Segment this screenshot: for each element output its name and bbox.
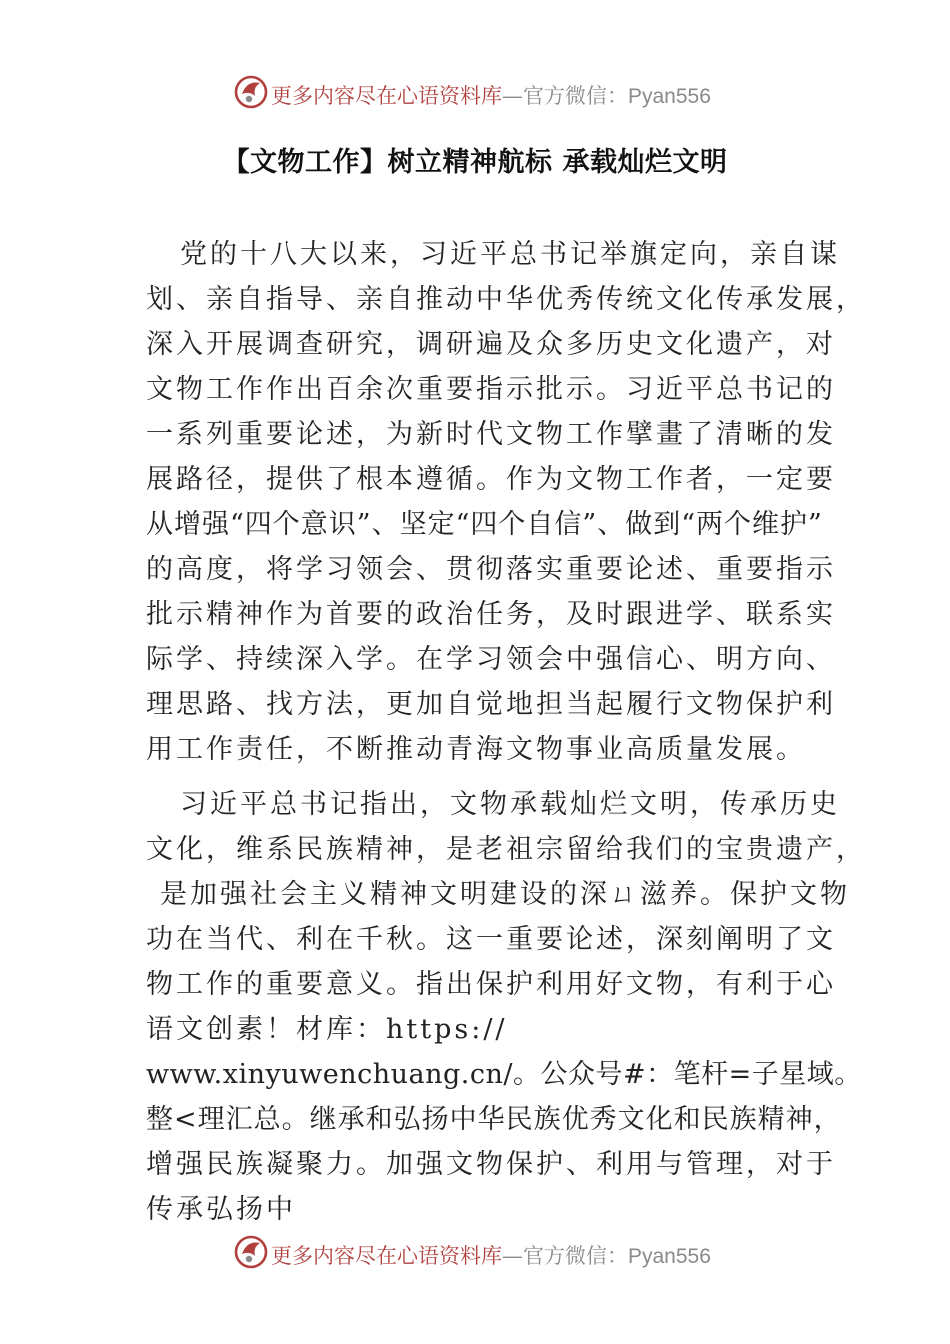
text-line: 是加强社会主义精神文明建设的深ㄩ滋养。保护文物 bbox=[160, 879, 850, 910]
header-brand: 更多内容尽在心语资料库 bbox=[271, 84, 502, 108]
text-line: 划、亲自指导、亲自推动中华优秀传统文化传承发展， bbox=[146, 284, 866, 315]
text-line: 文化，维系民族精神，是老祖宗留给我们的宝贵遗产， bbox=[146, 834, 866, 865]
text-line: www.xinyuwenchuang.cn/。公众号#：笔杆=子星域。 bbox=[146, 1059, 862, 1090]
footer-text bbox=[271, 1240, 711, 1270]
footer-banner bbox=[0, 1232, 950, 1276]
header-banner bbox=[0, 72, 950, 116]
brand-logo-icon bbox=[233, 1234, 269, 1270]
text-line: 党的十八大以来，习近平总书记举旗定向，亲自谋 bbox=[180, 239, 840, 270]
footer-brand: 更多内容尽在心语资料库 bbox=[271, 1244, 502, 1268]
text-line: 功在当代、利在千秋。这一重要论述，深刻阐明了文 bbox=[146, 924, 836, 955]
text-line: 传承弘扬中 bbox=[146, 1194, 296, 1225]
footer-wechat-label: 官方微信： bbox=[523, 1244, 628, 1268]
text-line: 整<理汇总。继承和弘扬中华民族优秀文化和民族精神， bbox=[146, 1104, 842, 1135]
text-line: 从增强“四个意识”、坚定“四个自信”、做到“两个维护” bbox=[146, 509, 823, 540]
header-text bbox=[271, 80, 711, 110]
header-wechat-id: Pyan556 bbox=[628, 85, 711, 108]
text-line: 际学、持续深入学。在学习领会中强信心、明方向、 bbox=[146, 644, 836, 675]
footer-wechat-id: Pyan556 bbox=[628, 1245, 711, 1268]
text-line: 增强民族凝聚力。加强文物保护、利用与管理，对于 bbox=[146, 1149, 836, 1180]
text-line: 的高度，将学习领会、贯彻落实重要论述、重要指示 bbox=[146, 554, 836, 585]
text-line: 批示精神作为首要的政治任务，及时跟进学、联系实 bbox=[146, 599, 836, 630]
text-line: 深入开展调查研究，调研遍及众多历史文化遗产，对 bbox=[146, 329, 836, 360]
footer-dash: — bbox=[502, 1244, 523, 1268]
text-line: 物工作的重要意义。指出保护利用好文物，有利于心 bbox=[146, 969, 836, 1000]
brand-logo-icon bbox=[233, 74, 269, 110]
text-line: 语文创素！材库：https:// bbox=[146, 1014, 508, 1045]
text-line: 理思路、找方法，更加自觉地担当起履行文物保护利 bbox=[146, 689, 836, 720]
header-dash: — bbox=[502, 84, 523, 108]
text-line: 习近平总书记指出，文物承载灿烂文明，传承历史 bbox=[180, 789, 840, 820]
document-title: 【文物工作】树立精神航标 承载灿烂文明 bbox=[222, 147, 728, 178]
text-line: 用工作责任，不断推动青海文物事业高质量发展。 bbox=[146, 734, 806, 765]
text-line: 展路径，提供了根本遵循。作为文物工作者，一定要 bbox=[146, 464, 836, 495]
text-line: 一系列重要论述，为新时代文物工作擘畫了清晰的发 bbox=[146, 419, 836, 450]
text-line: 文物工作作出百余次重要指示批示。习近平总书记的 bbox=[146, 374, 836, 405]
header-wechat-label: 官方微信： bbox=[523, 84, 628, 108]
